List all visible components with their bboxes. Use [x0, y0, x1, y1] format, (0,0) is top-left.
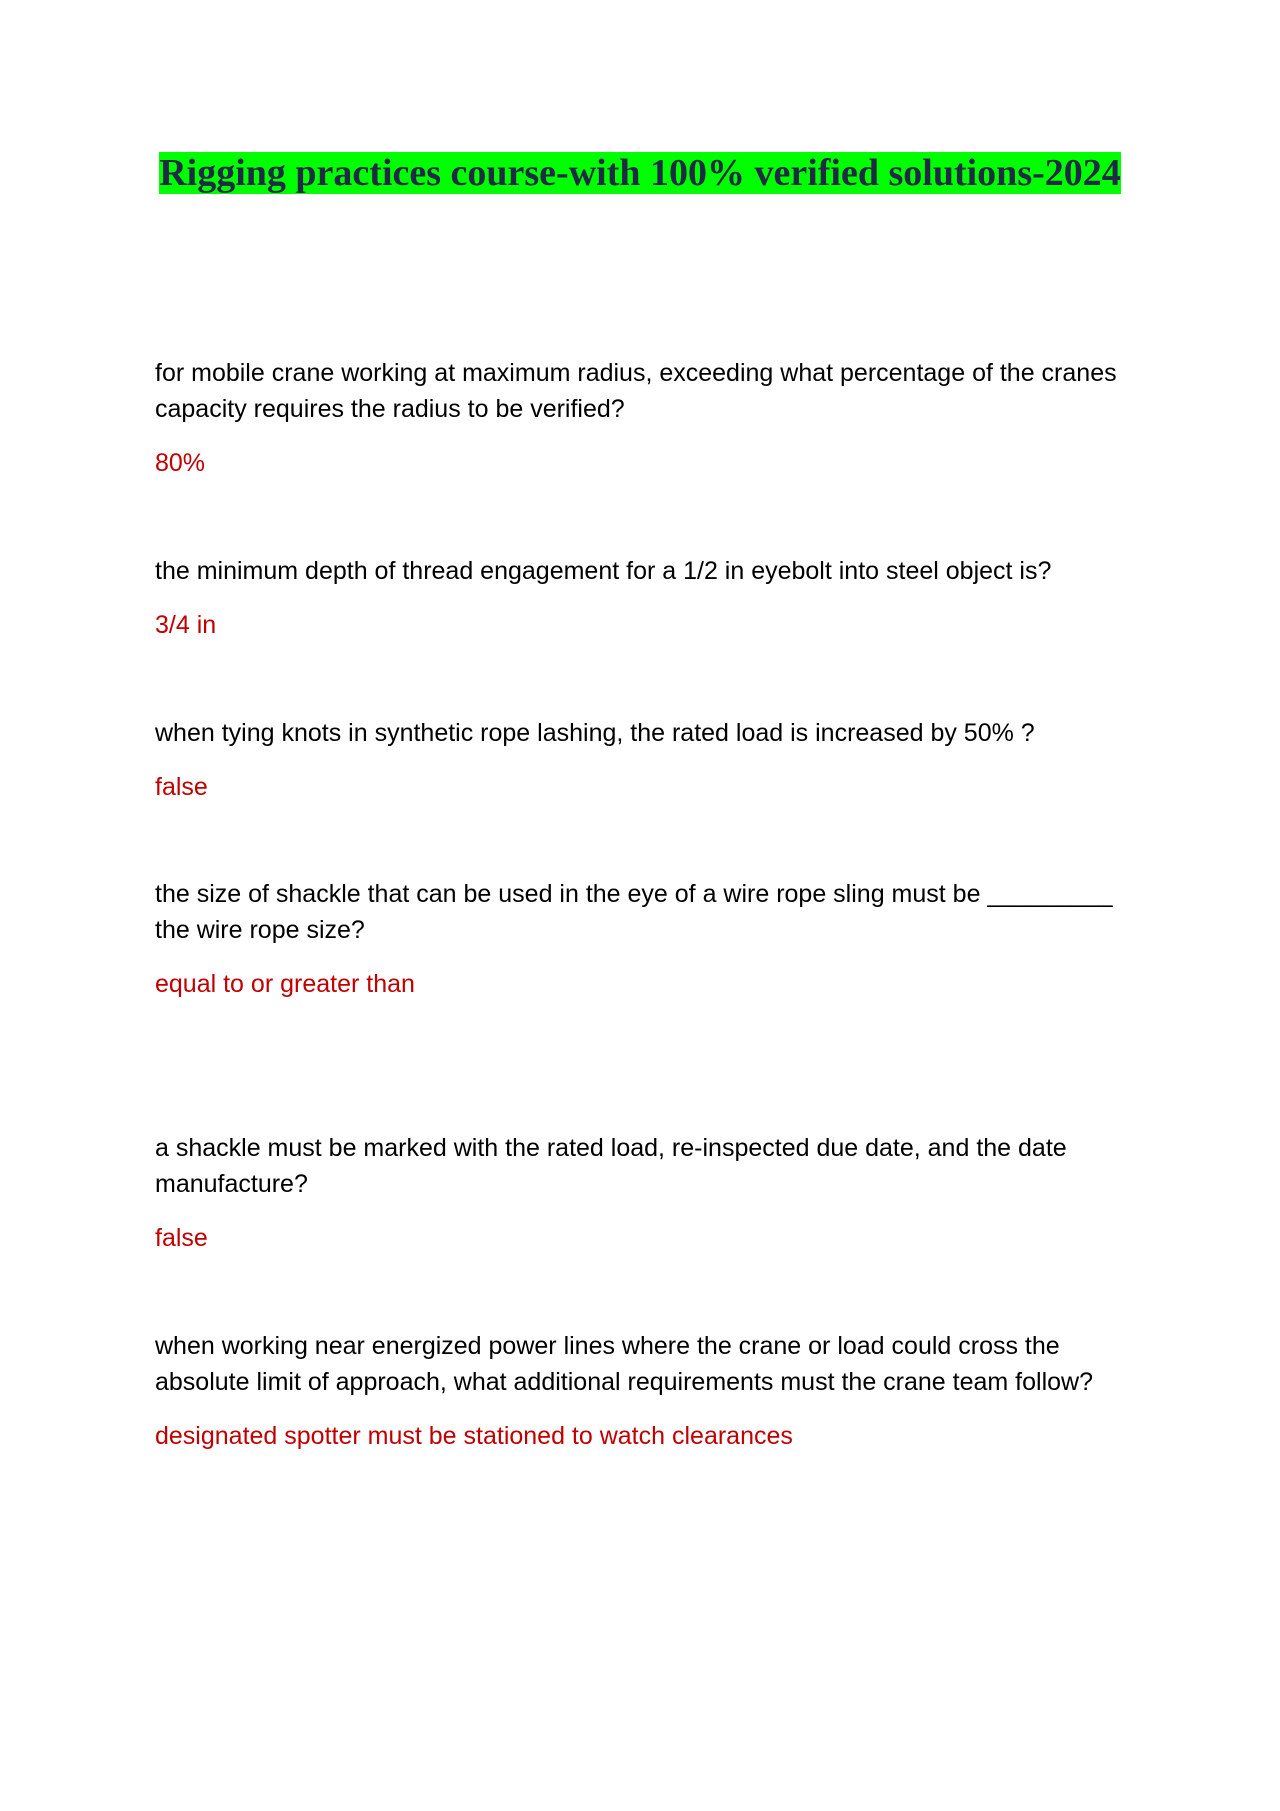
question-text: a shackle must be marked with the rated load, re-inspected due date, and the date manufacture? [155, 1134, 1067, 1198]
question-text: for mobile crane working at maximum radius, exceeding what percentage of the cranes capacity requires the radius to be verified? [155, 359, 1117, 423]
question-text: the size of shackle that can be used in the eye of a wire rope sling must be _________ the wire rope size? [155, 880, 1113, 944]
qa-item [155, 553, 1140, 643]
question-text: when working near energized power lines where the crane or load could cross the absolute limit of approach, what additional requirements must the crane team follow? [155, 1332, 1094, 1396]
answer-text: designated spotter must be stationed to watch clearances [155, 1422, 793, 1450]
title-highlight: Rigging practices course-with 100% verified solutions-2024 [159, 152, 1121, 194]
qa-item [155, 876, 1140, 1002]
qa-item [155, 715, 1140, 805]
answer-text: false [155, 773, 208, 801]
answer-text: equal to or greater than [155, 970, 415, 998]
question-text: when tying knots in synthetic rope lashing, the rated load is increased by 50% ? [155, 719, 1035, 747]
answer-text: 80% [155, 449, 206, 477]
qa-item [155, 1130, 1140, 1256]
question-text: the minimum depth of thread engagement for a 1/2 in eyebolt into steel object is? [155, 557, 1052, 585]
answer-text: 3/4 in [155, 611, 217, 639]
qa-item [155, 355, 1140, 481]
qa-item [155, 1328, 1140, 1454]
page-title [150, 150, 1130, 197]
answer-text: false [155, 1224, 208, 1252]
